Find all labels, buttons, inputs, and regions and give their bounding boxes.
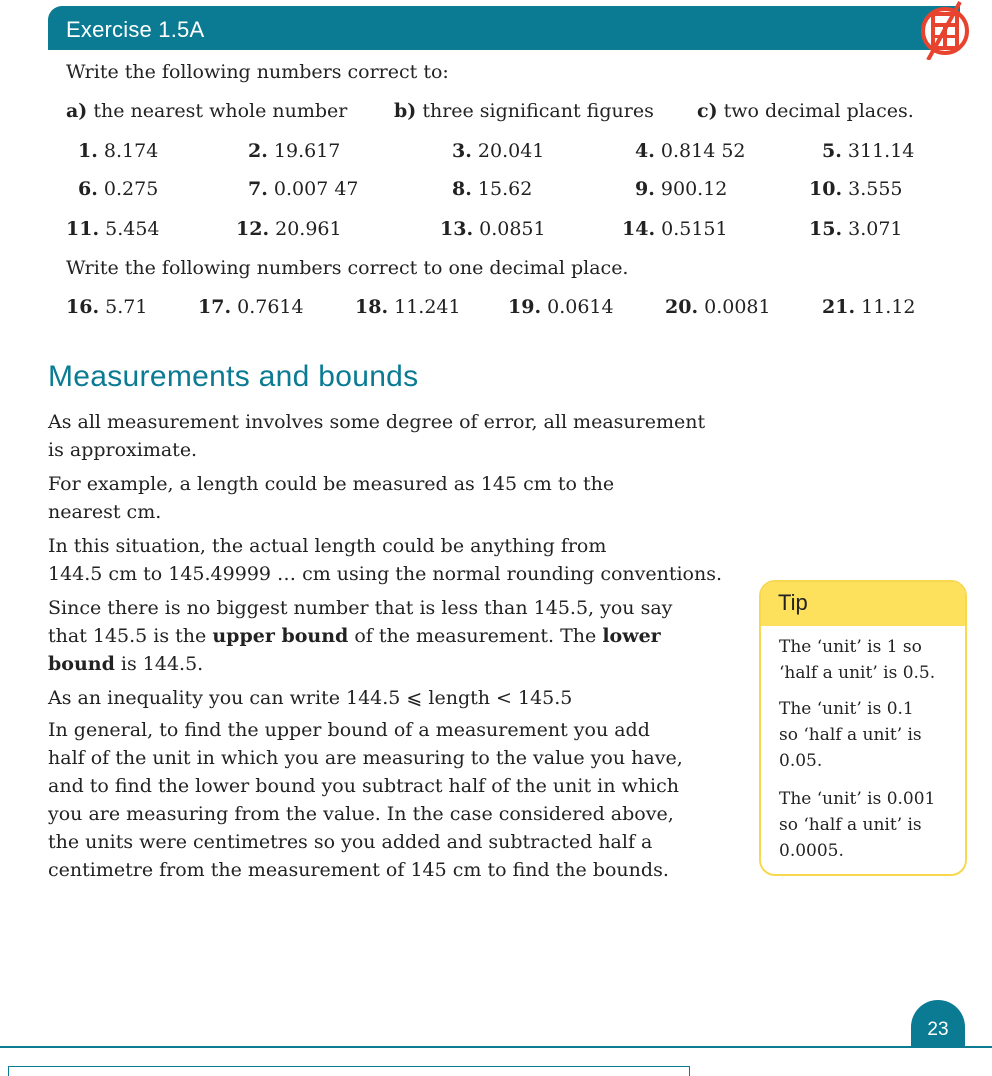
tip-box bbox=[759, 580, 967, 876]
question-item: 12. 20.961 bbox=[236, 218, 342, 240]
option-c: c) two decimal places. bbox=[697, 100, 914, 122]
body-text: that 145.5 is the upper bound of the measurement. The lower bbox=[48, 625, 661, 647]
exercise-intro-2: Write the following numbers correct to one decimal place. bbox=[66, 257, 629, 279]
question-item: 2. 19.617 bbox=[248, 140, 341, 162]
body-text: In general, to find the upper bound of a measurement you add bbox=[48, 719, 650, 741]
tip-text: The ‘unit’ is 1 so ‘half a unit’ is 0.5. bbox=[779, 637, 936, 683]
no-calculator-icon bbox=[918, 0, 972, 60]
exercise-intro: Write the following numbers correct to: bbox=[66, 61, 449, 83]
body-text: you are measuring from the value. In the case considered above, bbox=[48, 803, 674, 825]
question-item: 21. 11.12 bbox=[822, 296, 916, 318]
body-text: nearest cm. bbox=[48, 501, 162, 523]
body-text: bound is 144.5. bbox=[48, 653, 204, 675]
question-item: 6. 0.275 bbox=[78, 178, 159, 200]
question-item: 20. 0.0081 bbox=[665, 296, 771, 318]
body-text: and to find the lower bound you subtract half of the unit in which bbox=[48, 775, 679, 797]
tip-text: The ‘unit’ is 0.001 so ‘half a unit’ is 0.0005. bbox=[779, 789, 936, 861]
question-item: 14. 0.5151 bbox=[622, 218, 728, 240]
question-item: 8. 15.62 bbox=[452, 178, 533, 200]
question-item: 16. 5.71 bbox=[66, 296, 148, 318]
question-item: 4. 0.814 52 bbox=[635, 140, 746, 162]
tip-title: Tip bbox=[778, 590, 808, 615]
question-item: 1. 8.174 bbox=[78, 140, 159, 162]
body-text: half of the unit in which you are measuring to the value you have, bbox=[48, 747, 683, 769]
body-text: As all measurement involves some degree of error, all measurement bbox=[48, 411, 706, 433]
question-item: 18. 11.241 bbox=[355, 296, 461, 318]
page-number: 23 bbox=[911, 1000, 965, 1048]
body-text: is approximate. bbox=[48, 439, 198, 461]
body-text: Since there is no biggest number that is less than 145.5, you say bbox=[48, 597, 673, 619]
tip-header bbox=[761, 582, 965, 626]
body-text: For example, a length could be measured as 145 cm to the bbox=[48, 473, 615, 495]
body-text: the units were centimetres so you added and subtracted half a bbox=[48, 831, 653, 853]
footer-rule bbox=[0, 1046, 992, 1048]
exercise-title: Exercise 1.5A bbox=[66, 17, 205, 42]
option-b: b) three significant figures bbox=[394, 100, 654, 122]
question-item: 13. 0.0851 bbox=[440, 218, 546, 240]
option-a: a) the nearest whole number bbox=[66, 100, 348, 122]
body-text: In this situation, the actual length could be anything from bbox=[48, 535, 607, 557]
question-item: 10. 3.555 bbox=[809, 178, 903, 200]
inequality-text: As an inequality you can write 144.5 ⩽ length < 145.5 bbox=[48, 687, 573, 709]
question-item: 15. 3.071 bbox=[809, 218, 903, 240]
question-item: 11. 5.454 bbox=[66, 218, 160, 240]
question-item: 5. 311.14 bbox=[822, 140, 915, 162]
question-item: 3. 20.041 bbox=[452, 140, 545, 162]
body-text: 144.5 cm to 145.49999 … cm using the normal rounding conventions. bbox=[48, 563, 723, 585]
question-item: 9. 900.12 bbox=[635, 178, 728, 200]
section-heading: Measurements and bounds bbox=[48, 360, 419, 393]
question-item: 7. 0.007 47 bbox=[248, 178, 359, 200]
footer-box bbox=[8, 1066, 690, 1076]
question-item: 19. 0.0614 bbox=[508, 296, 614, 318]
tip-text: The ‘unit’ is 0.1 so ‘half a unit’ is 0.05. bbox=[779, 699, 922, 771]
question-item: 17. 0.7614 bbox=[198, 296, 304, 318]
body-text: centimetre from the measurement of 145 cm to find the bounds. bbox=[48, 859, 669, 881]
